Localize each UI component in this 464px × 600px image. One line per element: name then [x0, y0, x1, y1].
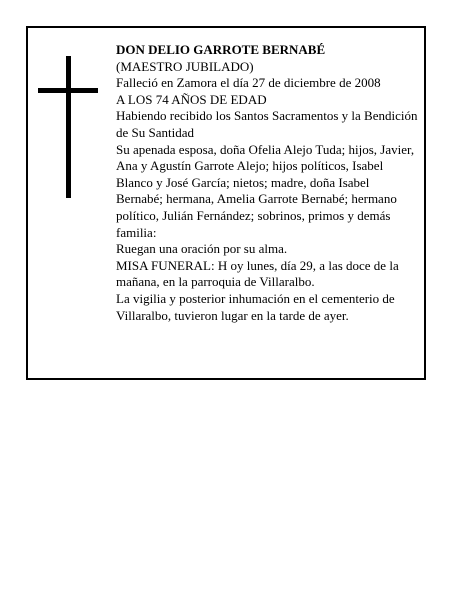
prayer-line: Ruegan una oración por su alma.: [116, 241, 288, 257]
notice-text: [116, 42, 418, 324]
sacraments-line: Habiendo recibido los Santos Sacramentos y la Bendición de Su Santidad: [116, 108, 418, 140]
cross-horizontal-bar: [38, 88, 98, 93]
cross-vertical-bar: [66, 56, 71, 198]
age-line: A LOS 74 AÑOS DE EDAD: [116, 91, 267, 107]
mass-paragraph: MISA FUNERAL: H oy lunes, día 29, a las doce de la mañana, en la parroquia de Villaralbo.: [116, 257, 399, 290]
death-line: Falleció en Zamora el día 27 de diciembre de 2008: [116, 75, 381, 91]
vigil-paragraph: La vigilia y posterior inhumación en el cementerio de Villaralbo, tuvieron lugar en la tarde de ayer.: [116, 290, 395, 323]
deceased-name: DON DELIO GARROTE BERNABÉ: [116, 42, 326, 57]
deceased-title: (MAESTRO JUBILADO): [116, 58, 254, 74]
obituary-notice: [26, 26, 426, 380]
family-paragraph: Su apenada esposa, doña Ofelia Alejo Tuda; hijos, Javier, Ana y Agustín Garrote Alejo; hijos políticos, Isabel Blanco y José García; nietos; madre, doña Isabel Bernabé; hermana, Amelia Garrote Bernabé; hermano político, Julián Fernández; sobrinos, primos y demás familia:: [116, 141, 415, 240]
cross-icon: [38, 56, 98, 198]
